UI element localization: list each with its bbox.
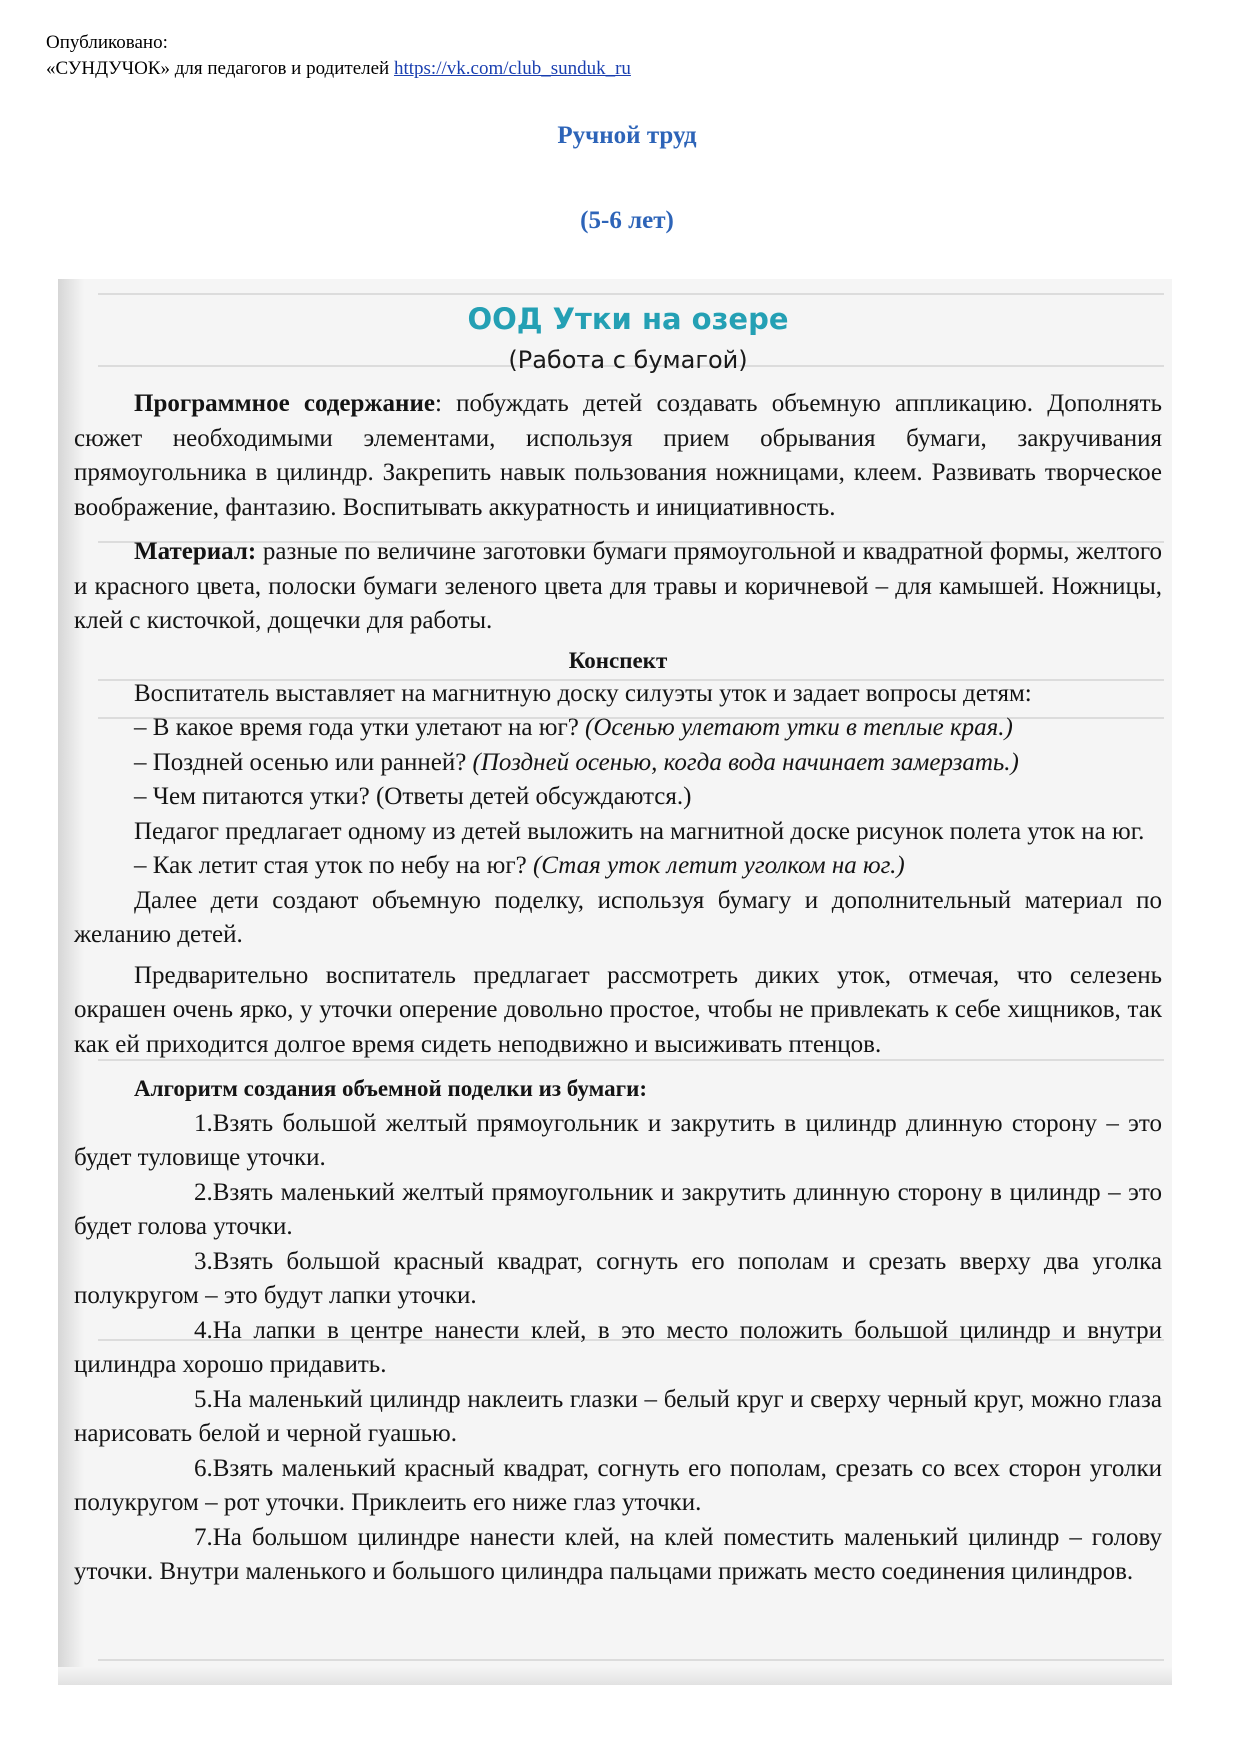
step-number: 4. — [194, 1316, 213, 1344]
step-item — [74, 1521, 1162, 1590]
bleed-through-line — [98, 1659, 1164, 1661]
material-paragraph — [74, 535, 1162, 639]
step-number: 6. — [194, 1454, 213, 1482]
question-4-text: – Как летит стая уток по небу на юг? — [134, 852, 533, 879]
scan-shadow-bottom — [58, 1667, 1172, 1685]
question-1-text: – В какое время года утки улетают на юг? — [134, 714, 586, 741]
step-text: Взять маленький желтый прямоугольник и закрутить длинную сторону в цилиндр – это будет голова уточки. — [74, 1178, 1162, 1240]
craft-paragraph: Далее дети создают объемную поделку, используя бумагу и дополнительный материал по желанию детей. — [74, 886, 1162, 948]
page-title: Ручной труд — [557, 122, 697, 149]
step-text: На лапки в центре нанести клей, в это место положить большой цилиндр и внутри цилиндра хорошо придавить. — [74, 1316, 1162, 1378]
question-4 — [74, 849, 1162, 884]
step-text: Взять большой красный квадрат, согнуть его пополам и срезать вверху два уголка полукругом – это будут лапки уточки. — [74, 1247, 1162, 1309]
step-number: 3. — [194, 1247, 213, 1275]
step-number: 2. — [194, 1178, 213, 1206]
algorithm-heading: Алгоритм создания объемной поделки из бумаги: — [134, 1076, 647, 1101]
konspekt-heading: Конспект — [568, 647, 668, 673]
question-1 — [74, 711, 1162, 746]
publication-header — [46, 30, 631, 82]
step-item — [74, 1452, 1162, 1521]
flight-paragraph: Педагог предлагает одному из детей выложить на магнитной доске рисунок полета уток на юг. — [134, 817, 1145, 845]
step-item — [74, 1314, 1162, 1383]
source-link[interactable]: https://vk.com/club_sunduk_ru — [393, 58, 631, 79]
program-label: Программное содержание — [134, 390, 435, 417]
step-number: 5. — [194, 1385, 213, 1413]
program-text: : побуждать детей создавать объемную аппликацию. Дополнять сюжет необходимыми элементами, используя прием обрывания бумаги, закручивания прямоугольника в цилиндр. Закрепить навык пользования ножницами, клеем. Развивать творческое воображение, фантазию. Воспитывать аккуратность и инициативность. — [74, 390, 1162, 521]
age-range: (5-6 лет) — [580, 207, 674, 234]
step-text: На большом цилиндре нанести клей, на клей поместить маленький цилиндр – голову уточки. Внутри маленького и большого цилиндра пальцами прижать место соединения цилиндров. — [74, 1523, 1162, 1585]
source-text: «СУНДУЧОК» для педагогов и родителей — [46, 58, 394, 79]
answer-4-text: (Стая уток летит уголком на юг.) — [532, 852, 905, 879]
question-2-text: – Поздней осенью или ранней? — [134, 748, 473, 776]
source-line — [46, 56, 631, 82]
konspekt-intro: Воспитатель выставляет на магнитную доску силуэты уток и задает вопросы детям: — [134, 679, 1032, 707]
step-item — [74, 1176, 1162, 1245]
ducks-paragraph: Предварительно воспитатель предлагает рассмотреть диких уток, отмечая, что селезень окрашен очень ярко, у уточки оперение довольно простое, чтобы не привлекать к себе хищников, так как ей приходится долгое время сидеть неподвижно и высиживать птенцов. — [74, 961, 1162, 1058]
bleed-through-line — [98, 293, 1164, 295]
lesson-body — [74, 387, 1162, 1590]
step-text: На маленький цилиндр наклеить глазки – белый круг и сверху черный круг, можно глаза нарисовать белой и черной гуашью. — [74, 1385, 1162, 1447]
step-text: Взять маленький красный квадрат, согнуть его пополам, срезать со всех сторон уголки полукругом – рот уточки. Приклеить его ниже глаз уточки. — [74, 1454, 1162, 1516]
step-text: Взять большой желтый прямоугольник и закрутить в цилиндр длинную сторону – это будет туловище уточки. — [74, 1109, 1162, 1171]
question-3: – Чем питаются утки? (Ответы детей обсуждаются.) — [134, 783, 692, 810]
step-item — [74, 1245, 1162, 1314]
material-text: разные по величине заготовки бумаги прямоугольной и квадратной формы, желтого и красного цвета, полоски бумаги зеленого цвета для травы и коричневой – для камышей. Ножницы, клей с кисточкой, дощечки для работы. — [74, 538, 1162, 634]
lesson-subtitle: (Работа с бумагой) — [508, 346, 748, 374]
answer-1-text: (Осенью улетают утки в теплые края.) — [585, 714, 1013, 741]
step-number: 1. — [194, 1109, 213, 1137]
answer-2-text: (Поздней осенью, когда вода начинает замерзать.) — [472, 748, 1019, 776]
published-label: Опубликовано: — [46, 32, 168, 53]
step-item — [74, 1383, 1162, 1452]
scanned-page — [58, 279, 1172, 1685]
step-item — [74, 1107, 1162, 1176]
program-paragraph — [74, 387, 1162, 525]
step-number: 7. — [194, 1523, 213, 1551]
material-label: Материал: — [134, 538, 257, 565]
lesson-title: ООД Утки на озере — [467, 302, 789, 336]
question-2 — [74, 746, 1162, 781]
